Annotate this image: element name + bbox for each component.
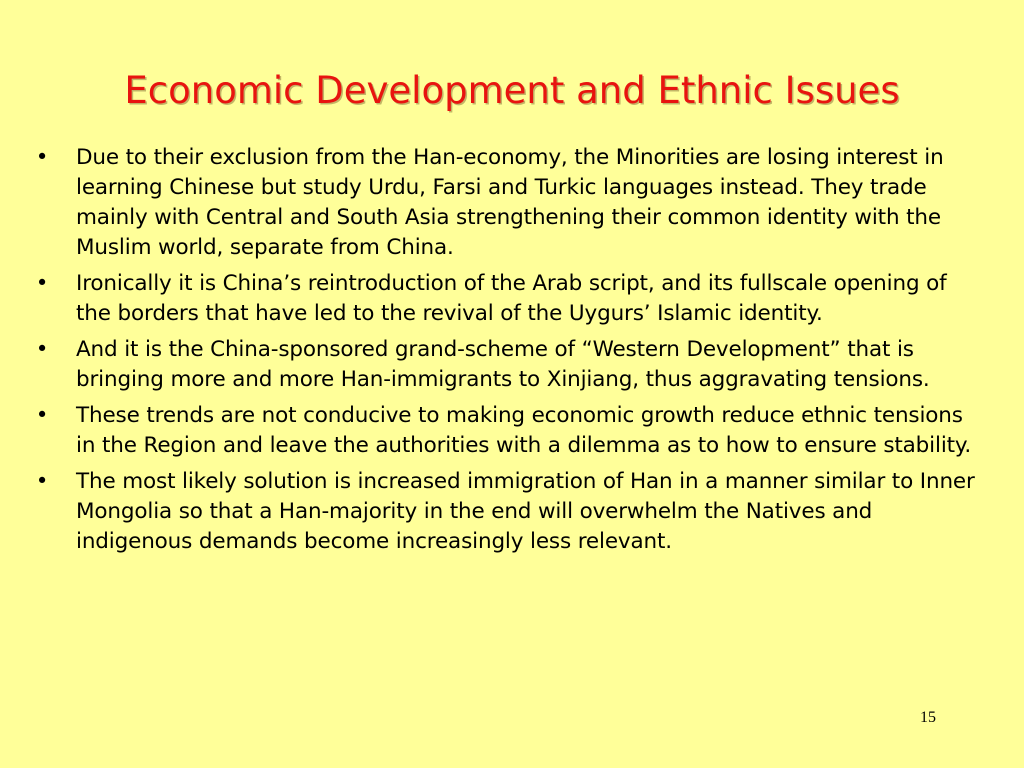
bullet-text: Due to their exclusion from the Han-economy, the Minorities are losing interest in learning Chinese but study Urdu, Farsi and Turkic languages instead. They trade mainly with Central and South Asia strengthening their common identity with the Muslim world, separate from China. (76, 145, 944, 260)
bullet-item (32, 335, 984, 395)
page-number: 15 (920, 709, 936, 726)
bullet-text: The most likely solution is increased immigration of Han in a manner similar to Inner Mongolia so that a Han-majority in the end will overwhelm the Natives and indigenous demands become increasingly less relevant. (76, 469, 975, 554)
bullet-text: Ironically it is China’s reintroduction of the Arab script, and its fullscale opening of the borders that have led to the revival of the Uygurs’ Islamic identity. (76, 271, 947, 326)
bullet-marker: • (35, 403, 49, 428)
bullet-item (32, 401, 984, 461)
bullet-item (32, 143, 984, 263)
bullet-marker: • (35, 337, 49, 362)
slide-title: Economic Development and Ethnic Issues (124, 69, 900, 112)
bullet-marker: • (35, 271, 49, 296)
bullet-text: And it is the China-sponsored grand-scheme of “Western Development” that is bringing more and more Han-immigrants to Xinjiang, thus aggravating tensions. (76, 337, 930, 392)
bullet-item (32, 467, 984, 557)
bullet-marker: • (35, 469, 49, 494)
bullet-text: These trends are not conducive to making economic growth reduce ethnic tensions in the Region and leave the authorities with a dilemma as to how to ensure stability. (76, 403, 972, 458)
bullet-item (32, 269, 984, 329)
bullet-list (32, 143, 984, 563)
bullet-marker: • (35, 145, 49, 170)
